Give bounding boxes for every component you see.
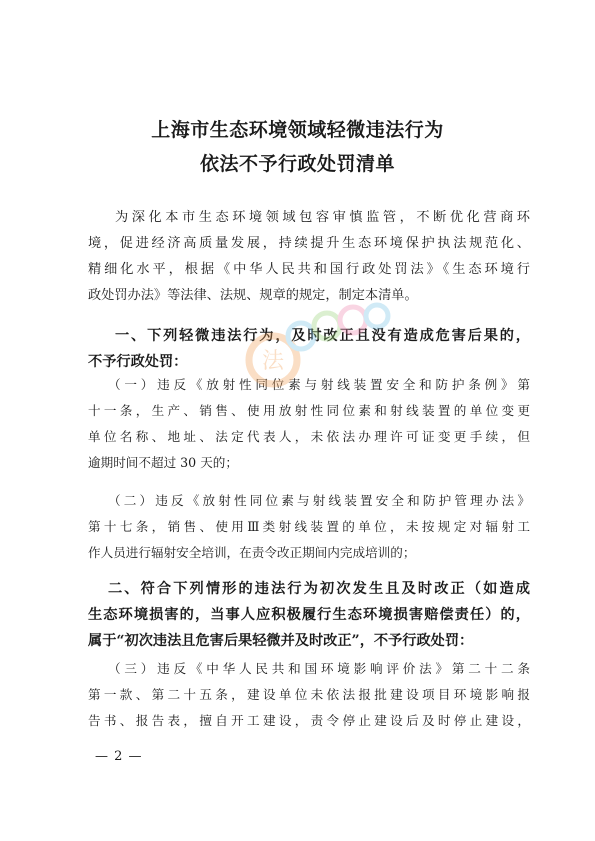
section-2-heading-line: 生态环境损害的，当事人应积极履行生态环境损害赔偿责任）的， [88, 607, 530, 623]
list-item-3-line: 第一款、第二十五条，建设单位未依法报批建设项目环境影响报 [88, 687, 530, 702]
intro-line: 精细化水平，根据《中华人民共和国行政处罚法》《生态环境行 [88, 262, 530, 277]
section-1-heading-line: 一、下列轻微违法行为，及时改正且没有造成危害后果的， [115, 328, 530, 344]
list-item-2-line: 第十七条，销售、使用Ⅲ类射线装置的单位，未按规定对辐射工 [88, 519, 530, 534]
section-2-heading-line: 二、符合下列情形的违法行为初次发生且及时改正（如造成 [108, 581, 530, 597]
section-1-heading-line: 不予行政处罚： [88, 354, 188, 370]
intro-paragraph [88, 205, 530, 309]
list-item-3-line: 告书、报告表，擅自开工建设，责令停止建设后及时停止建设， [88, 713, 530, 728]
section-2-heading-line: 属于“初次违法且危害后果轻微并及时改正”，不予行政处罚： [88, 633, 474, 649]
list-item-1-line: 单位名称、地址、法定代表人，未依法办理许可证变更手续，但 [88, 429, 530, 444]
list-item-3 [88, 656, 530, 734]
intro-line: 为深化本市生态环境领域包容审慎监管，不断优化营商环 [115, 210, 530, 225]
list-item-2-line: （二）违反《放射性同位素与射线装置安全和防护管理办法》 [108, 493, 530, 508]
list-item-2 [88, 488, 530, 566]
page-number: — 2 — [95, 749, 143, 764]
svg-text:法: 法 [261, 349, 285, 374]
list-item-2-line: 作人员进行辐射安全培训，在责令改正期间内完成培训的； [88, 545, 416, 560]
section-1-heading [88, 323, 530, 375]
list-item-1 [88, 372, 530, 476]
document-title-line-2: 依法不予行政处罚清单 [199, 153, 395, 175]
intro-line: 境，促进经济高质量发展，持续提升生态环境保护执法规范化、 [88, 236, 530, 251]
intro-line: 政处罚办法》等法律、法规、规章的规定，制定本清单。 [88, 288, 418, 303]
list-item-3-line: （三）违反《中华人民共和国环境影响评价法》第二十二条 [108, 661, 530, 676]
list-item-1-line: 逾期时间不超过 30 天的； [88, 455, 238, 470]
list-item-1-line: （一）违反《放射性同位素与射线装置安全和防护条例》第 [108, 377, 530, 392]
document-title-line-1: 上海市生态环境领域轻微违法行为 [151, 119, 444, 141]
section-2-heading [88, 576, 530, 654]
list-item-1-line: 十一条，生产、销售、使用放射性同位素和射线装置的单位变更 [88, 403, 530, 418]
